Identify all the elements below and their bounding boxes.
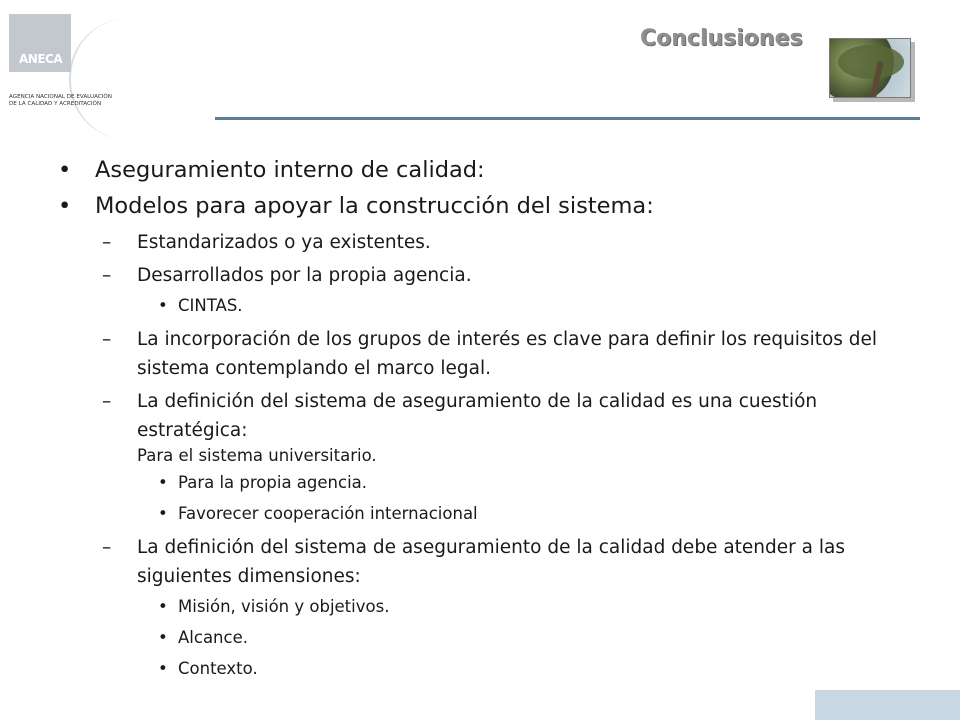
bullet-level3 [58,498,908,529]
bullet-text: Modelos para apoyar la construcción del sistema: [95,193,654,219]
bullet-level2 [58,261,908,290]
bullet-level2 [58,533,908,591]
bullet-text: Desarrollados por la propia agencia. [137,265,472,286]
bullet-text: La definición del sistema de aseguramiento de la calidad es una cuestión estratégica: [137,391,818,441]
bullet-marker: • [158,597,168,616]
bullet-marker: • [158,473,168,492]
bullet-marker: – [102,232,112,253]
bullet-marker: • [158,659,168,678]
bullet-level3 [58,591,908,622]
bullet-level1 [58,152,908,188]
bullet-level2 [58,325,908,383]
logo-subtitle-line1: AGENCIA NACIONAL DE EVALUACIÓN [9,94,112,100]
bullet-text: La incorporación de los grupos de interés es clave para definir los requisitos del sistema contemplando el marco legal. [137,329,878,379]
bullet-level3 [58,653,908,684]
bullet-text: Misión, visión y objetivos. [178,597,390,616]
logo-subtitle-line2: DE LA CALIDAD Y ACREDITACIÓN [9,101,102,107]
title-divider [215,117,920,120]
slide-title: Conclusiones [640,26,803,51]
bullet-text: Contexto. [178,659,258,678]
bullet-level2 [58,387,908,467]
bullet-level2 [58,228,908,257]
bullet-marker: • [158,296,168,315]
bullet-list [58,152,908,684]
bullet-marker: – [102,265,112,286]
bullet-text: CINTAS. [178,296,243,315]
logo-box [9,14,71,72]
bullet-text: Para la propia agencia. [178,473,368,492]
bullet-marker: • [158,504,168,523]
bullet-marker: • [58,193,72,219]
tree-photo-icon [829,38,911,98]
bullet-marker: – [102,329,112,350]
bullet-marker: – [102,537,112,558]
bullet-text: Alcance. [178,628,248,647]
bullet-level1 [58,188,908,224]
logo-name: ANECA [19,52,63,66]
bullet-level3 [58,467,908,498]
bullet-text: Aseguramiento interno de calidad: [95,157,485,183]
bullet-extra-text: Para el sistema universitario. [137,446,377,465]
bullet-text: Estandarizados o ya existentes. [137,232,431,253]
bullet-text: Favorecer cooperación internacional [178,504,478,523]
tree-crown [838,45,904,79]
bullet-level3 [58,290,908,321]
aneca-logo [9,14,119,126]
logo-subtitle [9,94,119,108]
bullet-marker: – [102,391,112,412]
bullet-level3 [58,622,908,653]
logo-arc [69,18,131,140]
bullet-marker: • [158,628,168,647]
corner-decoration [815,690,960,720]
bullet-text: La definición del sistema de aseguramiento de la calidad debe atender a las siguientes dimensiones: [137,537,845,587]
bullet-marker: • [58,157,72,183]
